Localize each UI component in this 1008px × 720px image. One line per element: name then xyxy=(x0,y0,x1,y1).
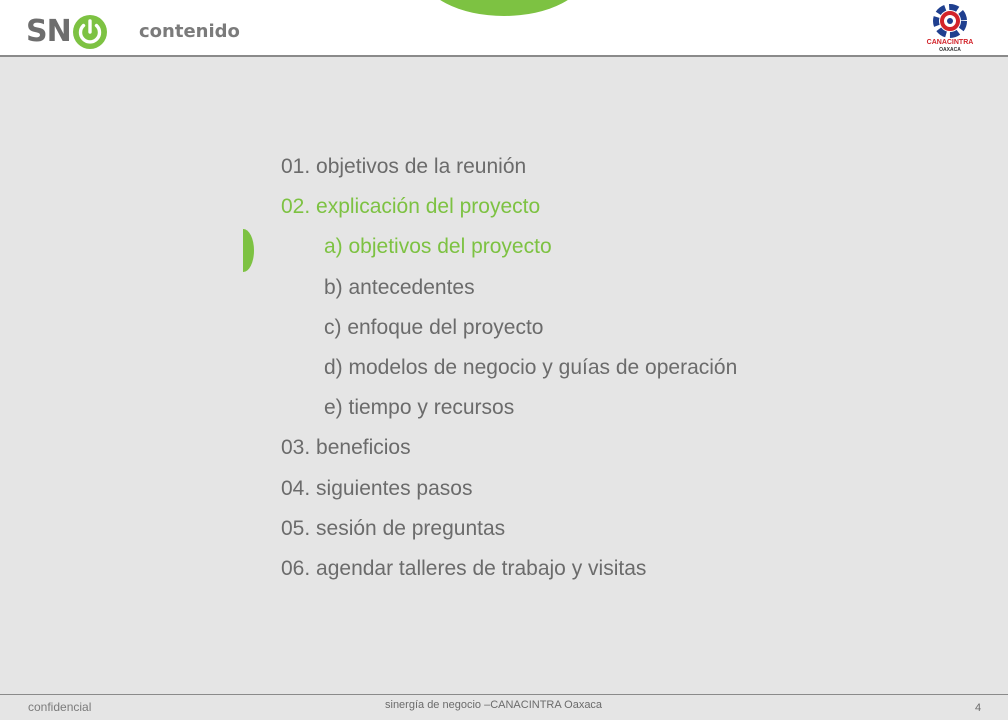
agenda-subitem: c) enfoque del proyecto xyxy=(324,315,544,339)
footer-caption: sinergía de negocio –CANACINTRA Oaxaca xyxy=(385,699,603,711)
agenda-subitem: e) tiempo y recursos xyxy=(324,396,515,420)
footer-divider xyxy=(0,694,1008,695)
canacintra-emblem-icon xyxy=(932,4,968,38)
partner-name: CANACINTRA xyxy=(926,39,974,46)
page-number: 4 xyxy=(975,702,982,714)
section-title: contenido xyxy=(139,21,240,42)
slide-header xyxy=(0,0,1008,57)
logo-letters: SN xyxy=(26,14,71,49)
agenda-subitem: a) objetivos del proyecto xyxy=(324,235,552,259)
canacintra-logo xyxy=(924,4,976,54)
agenda-item: 04. siguientes pasos xyxy=(281,476,473,500)
agenda-item: 05. sesión de preguntas xyxy=(281,516,506,540)
current-item-marker xyxy=(243,229,254,272)
agenda-subitem: d) modelos de negocio y guías de operación xyxy=(324,355,738,379)
power-icon xyxy=(72,14,108,50)
agenda-item: 02. explicación del proyecto xyxy=(281,195,541,219)
partner-subtitle: OAXACA xyxy=(939,47,961,53)
agenda-list xyxy=(281,147,737,589)
decorative-arc xyxy=(422,0,586,16)
agenda-item: 06. agendar talleres de trabajo y visitas xyxy=(281,556,647,580)
agenda-item: 03. beneficios xyxy=(281,436,411,460)
agenda-item: 01. objetivos de la reunión xyxy=(281,155,527,178)
agenda-subitem: b) antecedentes xyxy=(324,275,475,299)
confidential-label: confidencial xyxy=(28,700,92,714)
sno-logo xyxy=(26,14,108,50)
